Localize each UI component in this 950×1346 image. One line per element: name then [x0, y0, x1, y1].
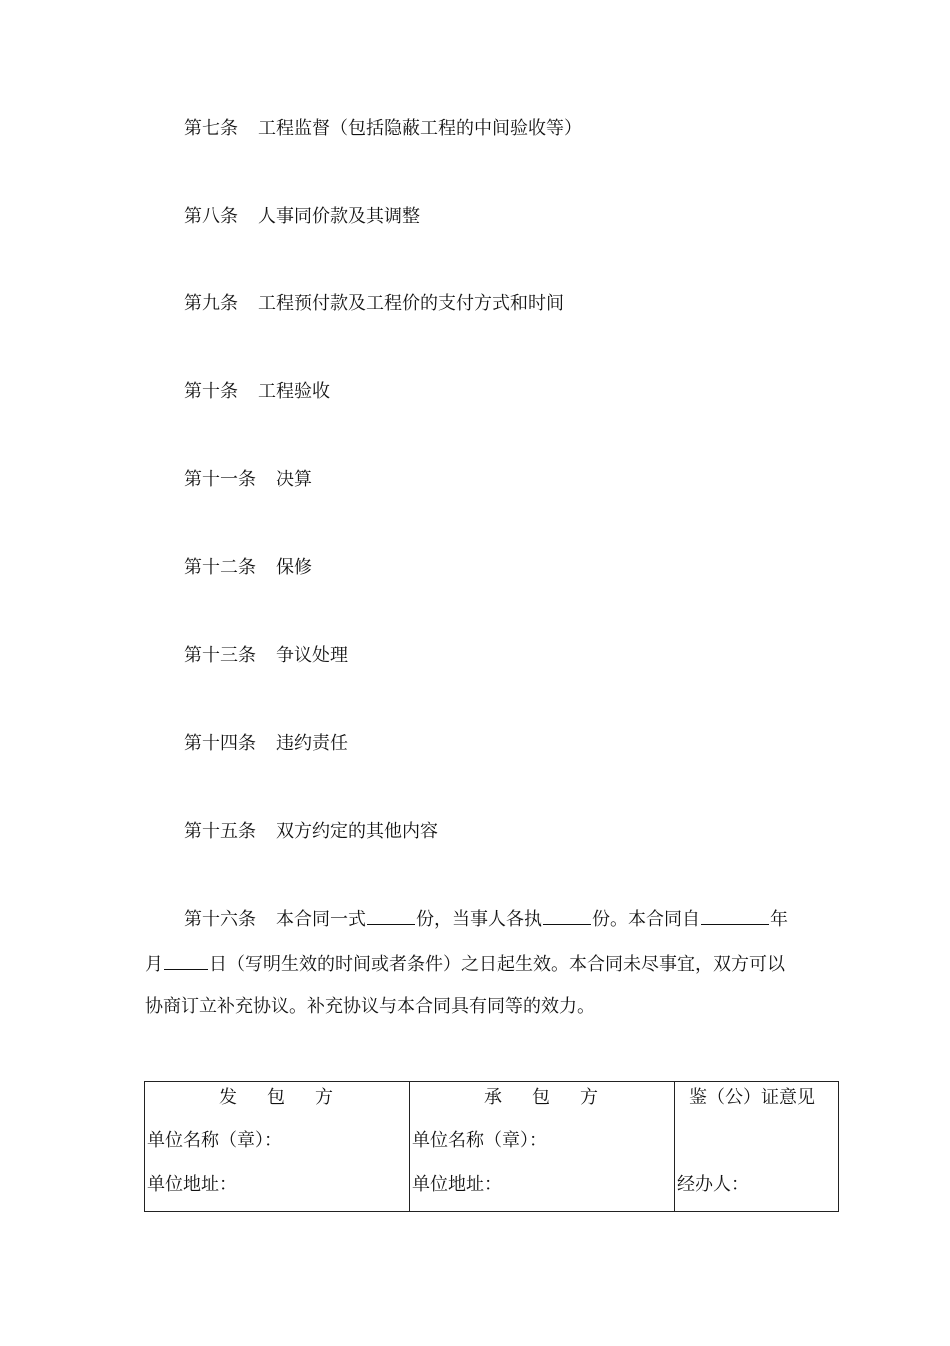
clause-text: 双方约定的其他内容 — [276, 821, 438, 842]
clause-number: 第七条 — [184, 118, 238, 139]
employer-header: 发包方 — [219, 1087, 363, 1108]
contractor-cell — [410, 1082, 675, 1212]
each-copies-blank[interactable] — [543, 906, 591, 925]
clause-number: 第十二条 — [184, 557, 256, 578]
copies-blank[interactable] — [367, 906, 415, 925]
notary-agent-label: 经办人： — [677, 1174, 749, 1195]
clause-16-text-a: 本合同一式 — [276, 909, 366, 930]
clause-number: 第八条 — [184, 206, 238, 227]
clause-number: 第十六条 — [184, 909, 256, 930]
clause-16-line-2 — [145, 951, 785, 977]
clause-text: 人事同价款及其调整 — [258, 206, 420, 227]
contractor-header: 承包方 — [484, 1087, 628, 1108]
signature-table — [144, 1081, 839, 1212]
clause-7 — [184, 117, 582, 141]
clause-10 — [184, 380, 330, 404]
clause-number: 第十条 — [184, 381, 238, 402]
contractor-address-label: 单位地址： — [412, 1174, 502, 1195]
clause-text: 违约责任 — [276, 733, 348, 754]
clause-text: 工程预付款及工程价的支付方式和时间 — [258, 293, 564, 314]
clause-16-text-b: 份，当事人各执 — [416, 909, 542, 930]
clause-16-line-3 — [145, 995, 595, 1019]
clause-16-text-g: 协商订立补充协议。补充协议与本合同具有同等的效力。 — [145, 996, 595, 1017]
clause-text: 工程监督（包括隐蔽工程的中间验收等） — [258, 118, 582, 139]
clause-16-text-f: 日（写明生效的时间或者条件）之日起生效。本合同未尽事宜，双方可以 — [209, 954, 785, 975]
clause-16-text-d: 年 — [770, 909, 788, 930]
clause-text: 工程验收 — [258, 381, 330, 402]
clause-16-text-e: 月 — [145, 954, 163, 975]
clause-14 — [184, 732, 348, 756]
employer-cell — [145, 1082, 410, 1212]
clause-13 — [184, 644, 348, 668]
contractor-name-label: 单位名称（章）： — [412, 1130, 547, 1151]
clause-8 — [184, 205, 420, 229]
clause-number: 第十三条 — [184, 645, 256, 666]
clause-number: 第十四条 — [184, 733, 256, 754]
notary-header: 鉴（公）证意见 — [689, 1087, 815, 1108]
clause-16-line-1 — [184, 906, 788, 932]
clause-15 — [184, 820, 438, 844]
clause-number: 第十五条 — [184, 821, 256, 842]
employer-name-label: 单位名称（章）： — [147, 1130, 282, 1151]
month-blank[interactable] — [164, 951, 208, 970]
notary-cell — [675, 1082, 839, 1212]
clause-number: 第九条 — [184, 293, 238, 314]
clause-12 — [184, 556, 312, 580]
clause-text: 保修 — [276, 557, 312, 578]
clause-16-text-c: 份。本合同自 — [592, 909, 700, 930]
year-blank[interactable] — [701, 906, 769, 925]
employer-address-label: 单位地址： — [147, 1174, 237, 1195]
clause-text: 争议处理 — [276, 645, 348, 666]
clause-11 — [184, 468, 312, 492]
clause-number: 第十一条 — [184, 469, 256, 490]
clause-9 — [184, 292, 564, 316]
clause-text: 决算 — [276, 469, 312, 490]
